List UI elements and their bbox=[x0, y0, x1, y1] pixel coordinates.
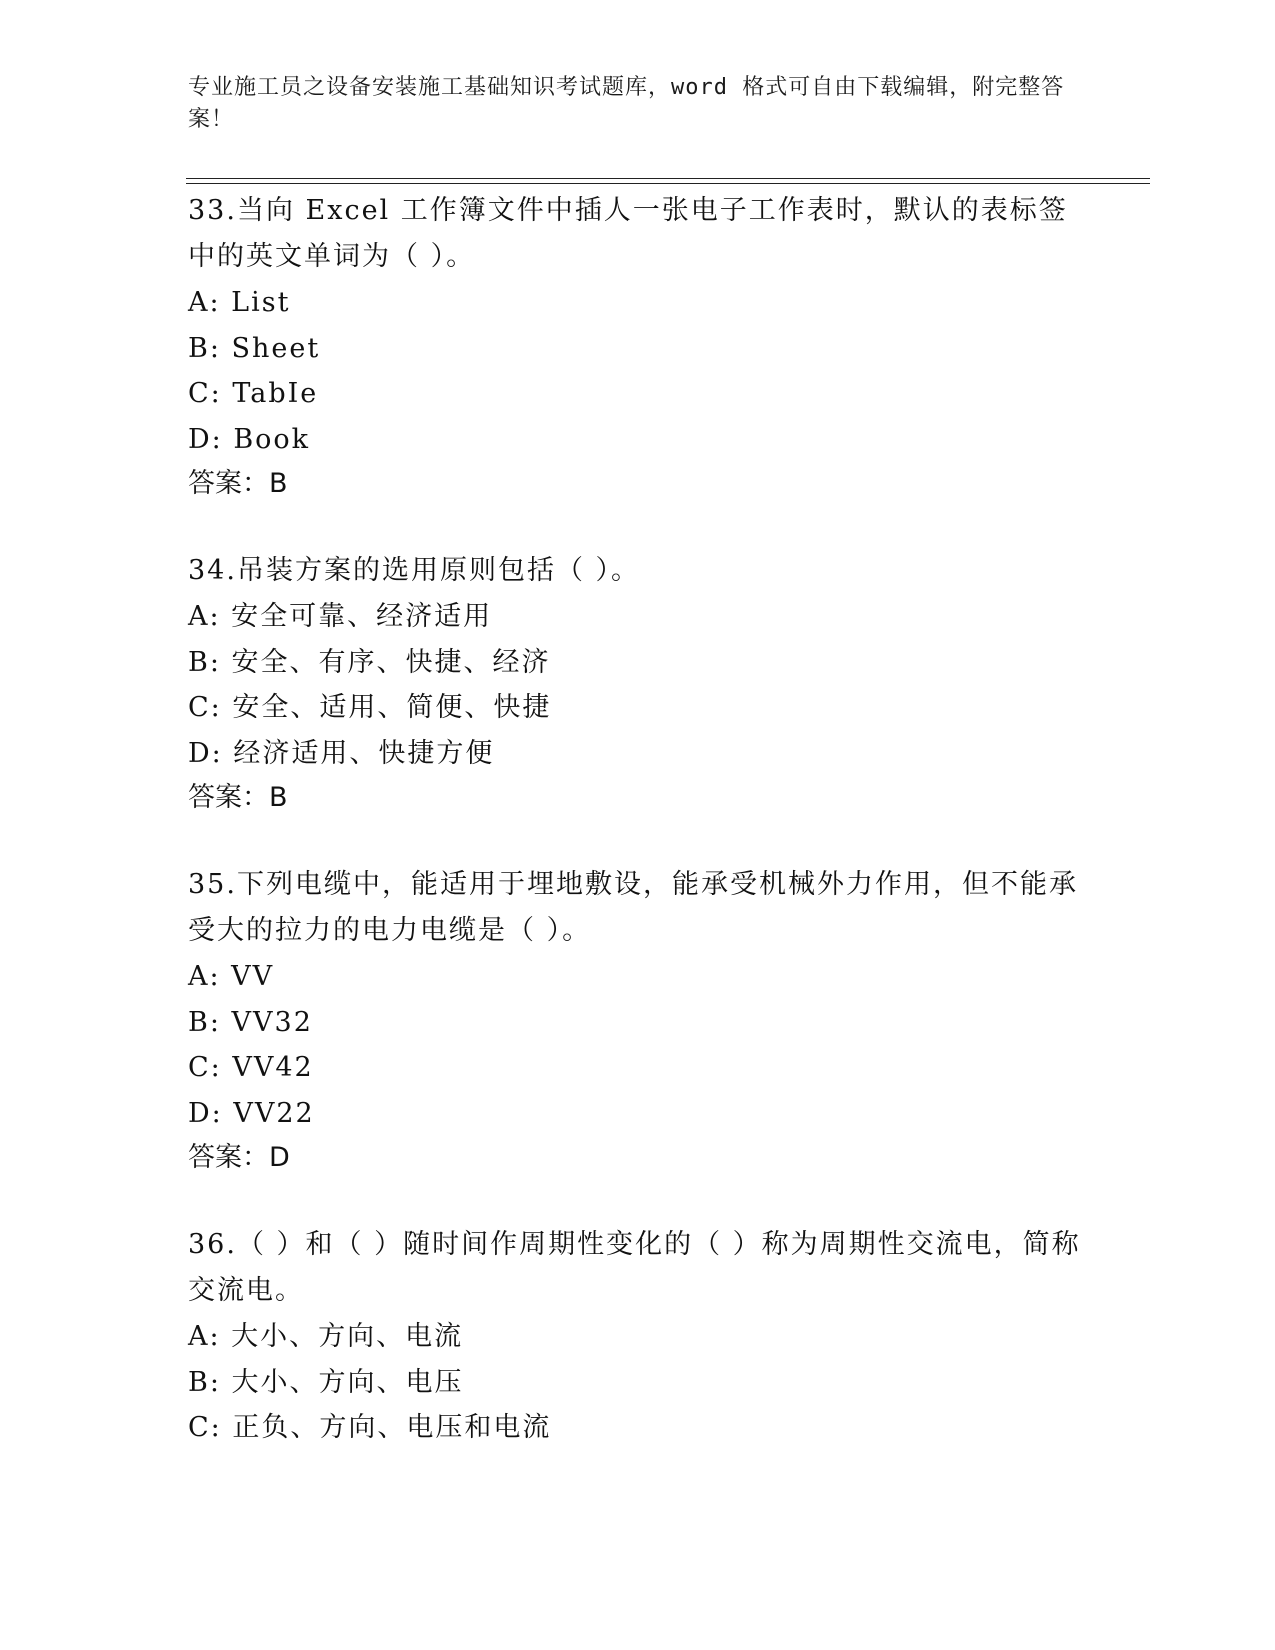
question-stem: 36.（ ）和（ ）随时间作周期性变化的（ ）称为周期性交流电，简称交流电。 bbox=[188, 1229, 1081, 1306]
option-c: C: VV42 bbox=[188, 1052, 314, 1083]
option-c: C: 安全、适用、简便、快捷 bbox=[188, 692, 552, 723]
question-list bbox=[188, 188, 1088, 1493]
option-c: C: 正负、方向、电压和电流 bbox=[188, 1412, 552, 1443]
option-a: A: VV bbox=[188, 961, 275, 992]
option-a: A: List bbox=[188, 287, 291, 318]
question-33 bbox=[188, 188, 1088, 506]
answer-line: 答案：B bbox=[188, 468, 288, 499]
question-stem: 33.当向 Excel 工作簿文件中插人一张电子工作表时，默认的表标签中的英文单词为（ ）。 bbox=[188, 195, 1068, 272]
question-35 bbox=[188, 862, 1088, 1180]
option-d: D: VV22 bbox=[188, 1097, 315, 1129]
header-divider-top bbox=[186, 178, 1150, 179]
question-stem: 35.下列电缆中，能适用于埋地敷设，能承受机械外力作用，但不能承受大的拉力的电力电缆是（ ）。 bbox=[188, 869, 1078, 946]
option-a: A: 大小、方向、电流 bbox=[188, 1321, 464, 1352]
answer-line: 答案：B bbox=[188, 782, 288, 813]
option-d: D: Book bbox=[188, 423, 311, 455]
answer-line: 答案：D bbox=[188, 1142, 290, 1173]
question-stem: 34.吊装方案的选用原则包括（ ）。 bbox=[188, 555, 641, 586]
header-divider-bottom bbox=[186, 183, 1150, 184]
option-d: D: 经济适用、快捷方便 bbox=[188, 737, 495, 769]
option-a: A: 安全可靠、经济适用 bbox=[188, 601, 493, 632]
option-b: B: 大小、方向、电压 bbox=[188, 1366, 464, 1398]
question-34 bbox=[188, 548, 1088, 820]
option-b: B: VV32 bbox=[188, 1006, 313, 1038]
question-36 bbox=[188, 1222, 1088, 1451]
option-b: B: Sheet bbox=[188, 332, 321, 364]
option-c: C: TabIe bbox=[188, 378, 319, 409]
option-b: B: 安全、有序、快捷、经济 bbox=[188, 646, 551, 678]
document-header: 专业施工员之设备安装施工基础知识考试题库，word 格式可自由下载编辑，附完整答案！ bbox=[188, 75, 1065, 132]
